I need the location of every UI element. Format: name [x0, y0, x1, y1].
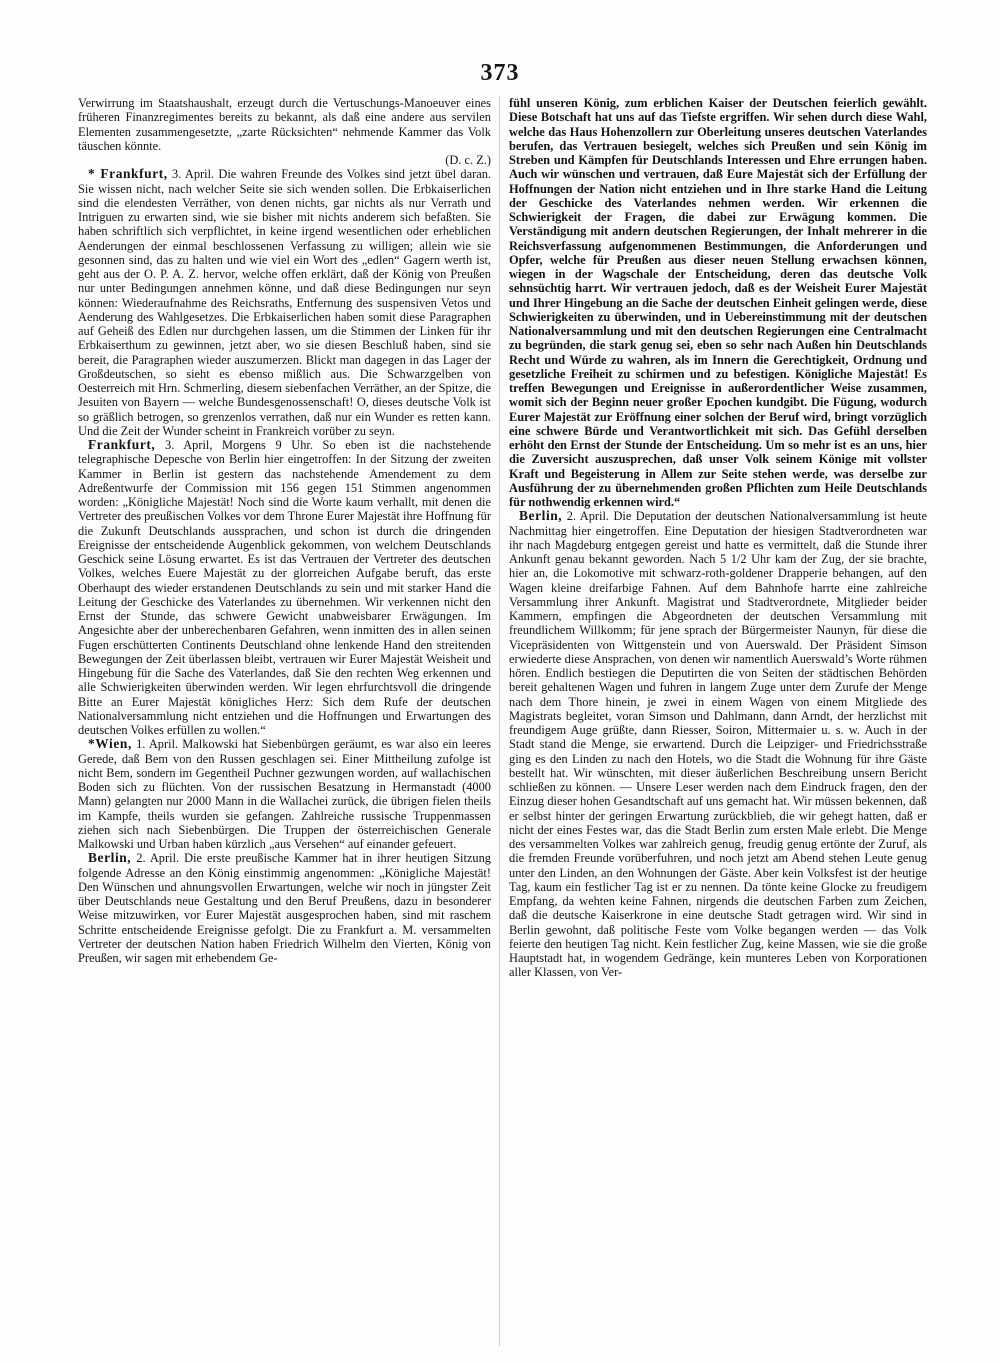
article-berlin-2: [509, 509, 927, 979]
dateline-date: 3. April.: [172, 167, 215, 182]
source-signature: (D. c. Z.): [445, 153, 491, 167]
article-text: fühl unseren König, zum erblichen Kaiser der Deutschen feierlich gewählt. Diese Botschaft hat uns auf das Tiefste ergriffen. Wir sehen durch diese Wahl, welche das Haus Hohenzollern zur Oberleitung unseres deutschen Vaterlandes berufen, das Vertrauen besiegelt, welches sich Preußen und sein König im Streben und Kämpfen für Deutschlands Interessen und Ehre errungen haben. Auch wir wünschen und vertrauen, daß Eure Majestät sich der Erfüllung der Hoffnungen der Nation nicht entziehen und in Ihre starke Hand die Leitung der Geschicke des Vaterlandes nehmen werden. Wir erkennen die Schwierigkeit der Fragen, die dabei zur Erwägung kommen. Die Verständigung mit andern deutschen Regierungen, der Inhalt mehrerer in die Reichsverfassung aufgenommenen Bestimmungen, die Anforderungen und Opfer, welche für Preußen aus dieser neuen Stellung erwachsen können, wiegen in der Wagschale der Entscheidung, deren das deutsche Volk sehnsüchtig harrt. Wir vertrauen jedoch, daß es der Weisheit Eurer Majestät und Ihrer Hingebung an die Sache der deutschen Einheit gelingen werde, diese Schwierigkeiten zu überwinden, und in Uebereinstimmung mit der deutschen Nationalversammlung und mit den deutschen Regierungen eine Centralmacht zu begründen, die stark genug sei, eben so sehr nach Außen hin Deutschlands Recht und Würde zu wahren, als im Innern die Gerechtigkeit, Ordnung und gesetzliche Freiheit zu schirmen und zu befestigen. Königliche Majestät! Es treffen Bewegungen und Ereignisse in außerordentlicher Weise zusammen, womit sich der Beginn neuer großer Epochen kundgibt. Die Fügung, wodurch Eurer Majestät zur Eröffnung einer solchen der Beruf wird, bringt vorzüglich eine schwere Bürde und Verantwortlichkeit mit sich. Das Gefühl derselben erhöht den Ernst der Stunde der Entscheidung. Um so mehr ist es an uns, hier die Zuversicht auszusprechen, daß unser Volk seinem Könige mit vollster Kraft und Begeisterung in Allem zur Seite stehen werde, was derselbe zur Ausführung der zu übernehmenden großen Pflichten zum Heile Deutschlands für nothwendig erkennen wird.“: [509, 96, 927, 509]
dateline-place: Berlin,: [88, 850, 132, 866]
article-text: Die wahren Freunde des Volkes sind jetzt übel daran. Sie wissen nicht, nach welcher Seite sie sich wenden sollen. Die Erbkaiserlichen sind die elendesten Verräther, von denen nichts, gar nichts als nur Verrath und Intriguen zu erwarten sind, wie sie bisher mit nichts anderem sich befaßten. Sie haben schriftlich sich verpflichtet, in keine irgend wesentlichen oder erheblichen Aenderungen der einmal beschlossenen Verfassung zu willigen; allein wie sie gesonnen sind, das zu halten und wie viel ein Wort des „edlen“ Gagern werth ist, geht aus der O. P. A. Z. hervor, welche offen erklärt, daß der König von Preußen nur unter Bedingungen annehmen könne, und daß diese Bedingungen nur seyn können: Wiederaufnahme des Reichsraths, Entfernung des suspensiven Vetos und Aenderung des Wahlgesetzes. Die Erbkaiserlichen haben somit diese Paragraphen auf Geheiß des Edlen nur durchgehen lassen, um die Stimmen der Linken für ihr Erbkaiserthum zu gewinnen, jetzt aber, wo sie diesen Beschluß haben, sind sie bereit, die Paragraphen wieder auszumerzen. Blickt man dagegen in das Lager der Großdeutschen, so sieht es ebenso mißlich aus. Die Schwarzgelben von Oesterreich mit Hrn. Schmerling, diesem siebenfachen Verräther, an der Spitze, die Jesuiten von Bayern — welche Bundesgenossenschaft! O, dieses deutsche Volk ist so gräßlich betrogen, so grenzenlos verrathen, daß nur ein Wunder es retten kann. Und die Zeit der Wunder scheint in Frankreich vorüber zu seyn.: [78, 167, 491, 438]
article-text: Malkowski hat Siebenbürgen geräumt, es war also ein leeres Gerede, daß Bem von den Russen geschlagen sei. Einer Mittheilung zufolge ist nicht Bem, sondern im Gegentheil Puchner gezwungen worden, auf wallachischen Boden sich zu flüchten. Von der russischen Besatzung in Hermanstadt (4000 Mann) gelangten nur 2000 Mann in die Wallachei zurück, die übrigen fielen theils im Kampfe, theils wurden sie gefangen. Zahlreiche russische Truppenmassen ziehen sich nach Siebenbürgen. Die Truppen der österreichischen Generale Malkowski und Urban haben kürzlich „aus Versehen“ auf einander gefeuert.: [78, 737, 491, 851]
dateline-date: 2. April.: [136, 851, 180, 866]
dateline-place: *Wien,: [88, 736, 132, 752]
article-berlin-1: [78, 851, 491, 965]
dateline-date: 2. April.: [566, 509, 609, 524]
page-number: 373: [480, 60, 520, 86]
article-text: Die Deputation der deutschen Nationalversammlung ist heute Nachmittag hier eingetroffen. Eine Deputation der hiesigen Stadtverordneten war ihr nach Magdeburg entgegen gereist und hatte es vermittelt, daß die Stunde ihrer Ankunft genau bekannt geworden. Nach 5 1/2 Uhr kam der Zug, der sie brachte, hier an, die Lokomotive mit schwarz-roth-goldener Drapperie behangen, auf den Wagen kleine dreifarbige Fahnen. Auf dem Bahnhofe harrte eine zahlreiche Versammlung ihrer Ankunft. Magistrat und Stadtverordnete, Mitglieder beider Kammern, empfingen die Abgeordneten der deutschen Versammlung mit freundlichem Willkomm; für jene sprach der Bürgermeister Naunyn, für diese die Vicepräsidenten von Wittgenstein und von Auerswald. Der Präsident Simson erwiederte diese Ansprachen, von denen wir namentlich Auerswald’s Worte rühmen hören. Endlich bestiegen die Deputirten die von Seiten der städtischen Behörden bereit gehaltenen Wagen und fuhren in langem Zuge unter dem Zurufe der Menge nach dem Thore hinein, je zwei in einem Wagen von einem Mitgliede des Magistrats begleitet, voran Simson und Dahlmann, dann Arndt, der herzlichst mit freundigem Auge grüßte, dann Riesser, Soiron, Mittermaier u. s. w. Auch in der Stadt stand die Menge, sie erwartend. Durch die Leipziger- und Friedrichsstraße ging es den Linden zu nach den Hotels, wo die Stadt die Wohnung für ihre Gäste bestellt hat. Wir wünschten, mit dieser äußerlichen Beschreibung unsern Bericht schließen zu können. — Unsere Leser werden nach dem Eindruck fragen, den der Einzug dieser hohen Gesandtschaft auf uns gemacht hat. Wir müssen bekennen, daß er selbst hinter der geringen Erwartung zurückblieb, die wir gehegt hatten, daß er nicht der eines Festes war, das die Stadt Berlin zum ersten Male erlebt. Die Menge des versammelten Volkes war zahlreich genug, freudig genug ertönte der Zuruf, als die fremden Freunde vorüberfuhren, und noch jetzt am Abend stehen Leute genug unter den Linden, an den Wohnungen der Gäste. Aber kein Volksfest ist der heutige Tag, kaum ein festlicher Tag ist er zu nennen. Da tönte keine Glocke zu freudigem Empfang, da wehten keine Fahnen, nirgends die deutschen Farben zum Zeichen, daß die deutsche Kaiserkrone in eine deutsche Stadt getragen wird. Wir sind in Berlin gewohnt, daß politische Feste vom Volke begangen werden — das Volk feierte den heutigen Tag nicht. Kein festlicher Zug, keine Massen, wie sie die große Hauptstadt hat, in wogendem Gedränge, kein munteres Leben von Korporationen aller Klassen, von Ver-: [509, 509, 927, 980]
article-text: So eben ist die nachstehende telegraphische Depesche von Berlin hier eingetroffen: In der Sitzung der zweiten Kammer in Berlin ist gestern das nachstehende Amendement zu dem Adreßentwurfe der Commission mit 156 gegen 151 Stimmen angenommen worden: „Königliche Majestät! Noch sind die Worte kaum verhallt, mit denen die Vertreter des preußischen Volkes vor dem Throne Eurer Majestät ihre Hoffnung für die Zukunft Deutschlands aussprachen, und schon ist durch die dringenden Ereignisse der entscheidende Augenblick gekommen, von welchem Deutschlands Geschick seine Lösung erwartet. Es ist das Vertrauen der Vertreter des deutschen Volkes, welches Euere Majestät zu der glorreichen Aufgabe beruft, das erste Oberhaupt des wieder erstandenen Deutschlands zu sein und mit starker Hand die Leitung der Geschicke des Vaterlandes zu übernehmen. Wir verkennen nicht den Ernst der Stunde, das schwere Gewicht unabweisbarer Erwägungen. Im Angesichte aber der unberechenbaren Gefahren, wenn inmitten des in allen seinen Fugen erschütterten Continents Deutschland ohne lenkende Hand den streitenden Bewegungen der Zeit überlassen bleibt, vertrauen wir Eurer Majestät Weisheit und Hingebung für die Sache des Vaterlandes, daß Sie den rechten Weg erkennen und alle Schwierigkeiten überwinden werden. Wir legen ehrfurchtsvoll die dringende Bitte an Eurer Majestät königliches Herz: Sich dem Rufe der deutschen Nationalversammlung nicht entziehen und die Hoffnungen und Erwartungen des deutschen Volkes erfüllen zu wollen.“: [78, 438, 491, 737]
article-frankfurt-2: [78, 438, 491, 737]
left-column: [78, 96, 491, 1351]
right-column: [509, 96, 927, 1351]
dateline-place: * Frankfurt,: [88, 166, 168, 182]
article-frankfurt-1: [78, 167, 491, 438]
article-continuation: [78, 96, 491, 167]
article-text: Die erste preußische Kammer hat in ihrer heutigen Sitzung folgende Adresse an den König einstimmig angenommen: „Königliche Majestät! Den Wünschen und ahnungsvollen Erwartungen, welche wir noch in jüngster Zeit über Deutschlands neue Gestaltung und den Beruf Preußens, dazu in besonderer Weise mitzuwirken, vor Eurer Majestät ausgesprochen haben, sind mit raschem Schritte entscheidende Ereignisse gefolgt. Die zu Frankfurt a. M. versammelten Vertreter der deutschen Nation haben Friedrich Wilhelm den Vierten, König von Preußen, wir sagen mit erhebendem Ge-: [78, 851, 491, 965]
column-divider: [499, 96, 500, 1346]
dateline-date: 1. April.: [136, 737, 179, 752]
article-wien: [78, 737, 491, 851]
article-text: Verwirrung im Staatshaushalt, erzeugt durch die Vertuschungs-Manoeuver eines früheren Finanzregimentes bereits zu bekannt, als daß eine andere aus servilen Elementen zusammengesetzte, „zarte Rücksichten“ nehmende Kammer das Volk täuschen könnte.: [78, 96, 491, 153]
dateline-date: 3. April, Morgens 9 Uhr.: [164, 438, 313, 452]
dateline-place: Berlin,: [519, 508, 563, 524]
dateline-place: Frankfurt,: [88, 437, 156, 452]
article-continuation: [509, 96, 927, 509]
